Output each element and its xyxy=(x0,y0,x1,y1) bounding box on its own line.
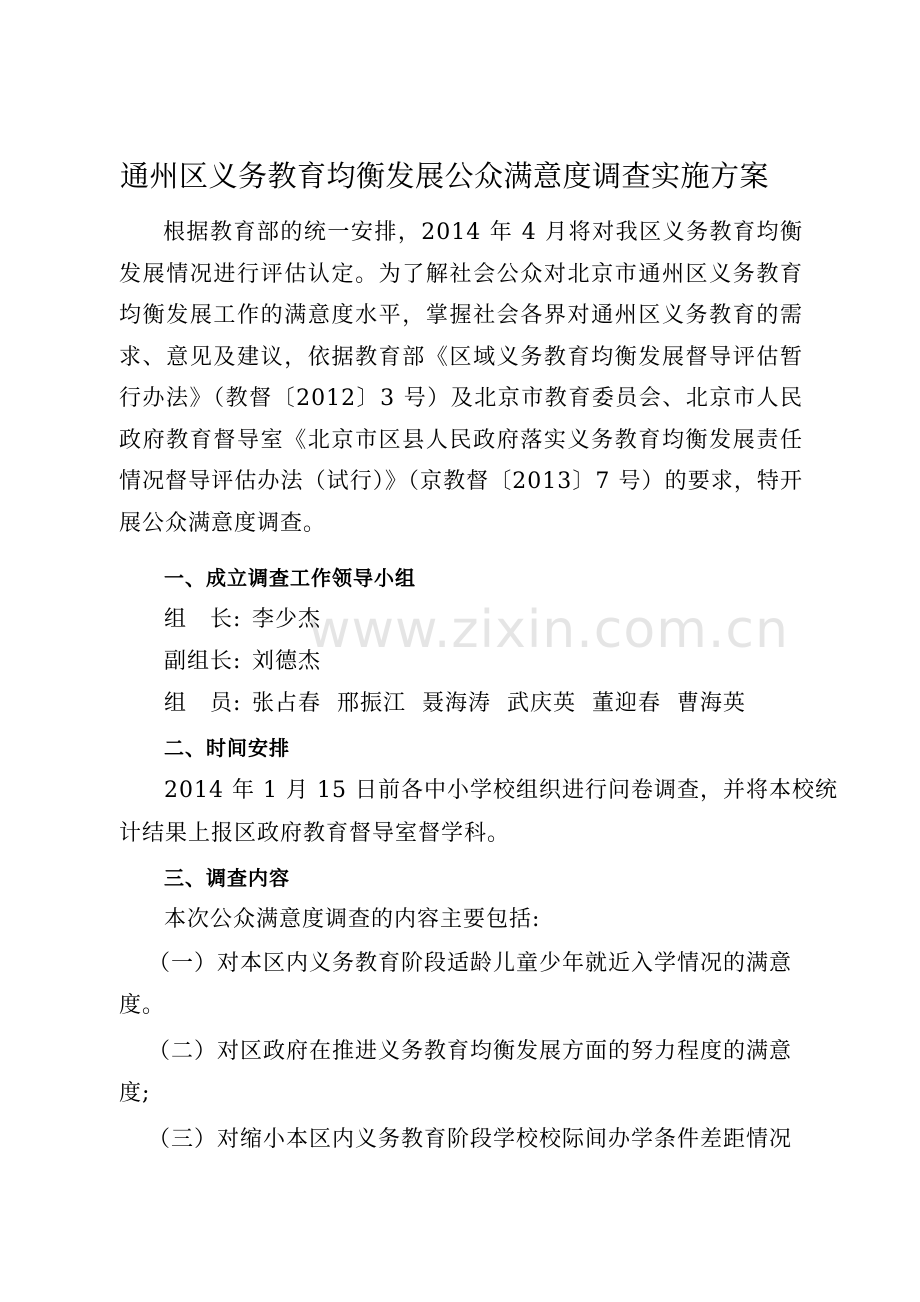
section1-heading: 一、成立调查工作领导小组 xyxy=(164,566,416,590)
item2-line1: （二）对区政府在推进义务教育均衡发展方面的努力程度的满意 xyxy=(148,1039,793,1064)
members-row xyxy=(164,683,746,724)
item1-line1: （一）对本区内义务教育阶段适龄儿童少年就近入学情况的满意 xyxy=(148,951,793,976)
section3-lead: 本次公众满意度调查的内容主要包括: xyxy=(164,907,541,932)
item2-line2: 度; xyxy=(119,1081,151,1106)
document-title: 通州区义务教育均衡发展公众满意度调查实施方案 xyxy=(120,159,770,193)
intro-paragraph: 根据教育部的统一安排，2014 年 4 月将对我区义务教育均衡发展情况进行评估认定。为了解社会公众对北京市通州区义务教育均衡发展工作的满意度水平，掌握社会各界对通州区义务教育的需求、意见及建议，依据教育部《区域义务教育均衡发展督导评估暂行办法》（教督〔2012〕3 号）及北京市教育委员会、北京市人民政府教育督导室《北京市区县人民政府落实义务教育均衡发展责任情况督导评估办法（试行）》（京教督〔2013〕7 号）的要求，特开展公众满意度调查。 xyxy=(119,220,803,536)
leader-name: 李少杰 xyxy=(252,607,322,632)
section2-heading: 二、时间安排 xyxy=(164,736,290,760)
deputy-name: 刘德杰 xyxy=(252,649,322,674)
members-label: 组 员: xyxy=(164,691,242,716)
members-names: 张占春 邢振江 聂海涛 武庆英 董迎春 曹海英 xyxy=(252,691,746,716)
section2-line2: 计结果上报区政府教育督导室督学科。 xyxy=(119,821,511,846)
item1-line2: 度。 xyxy=(119,993,166,1018)
deputy-label: 副组长: xyxy=(164,649,242,674)
item3-line1: （三）对缩小本区内义务教育阶段学校校际间办学条件差距情况 xyxy=(148,1127,793,1152)
watermark: www.zixin.com.cn xyxy=(308,600,789,660)
deputy-row xyxy=(164,641,321,682)
section3-heading: 三、调查内容 xyxy=(164,866,290,890)
leader-label: 组 长: xyxy=(164,607,242,632)
section2-line1: 2014 年 1 月 15 日前各中小学校组织进行问卷调查，并将本校统 xyxy=(164,778,838,803)
leader-row xyxy=(164,599,321,640)
